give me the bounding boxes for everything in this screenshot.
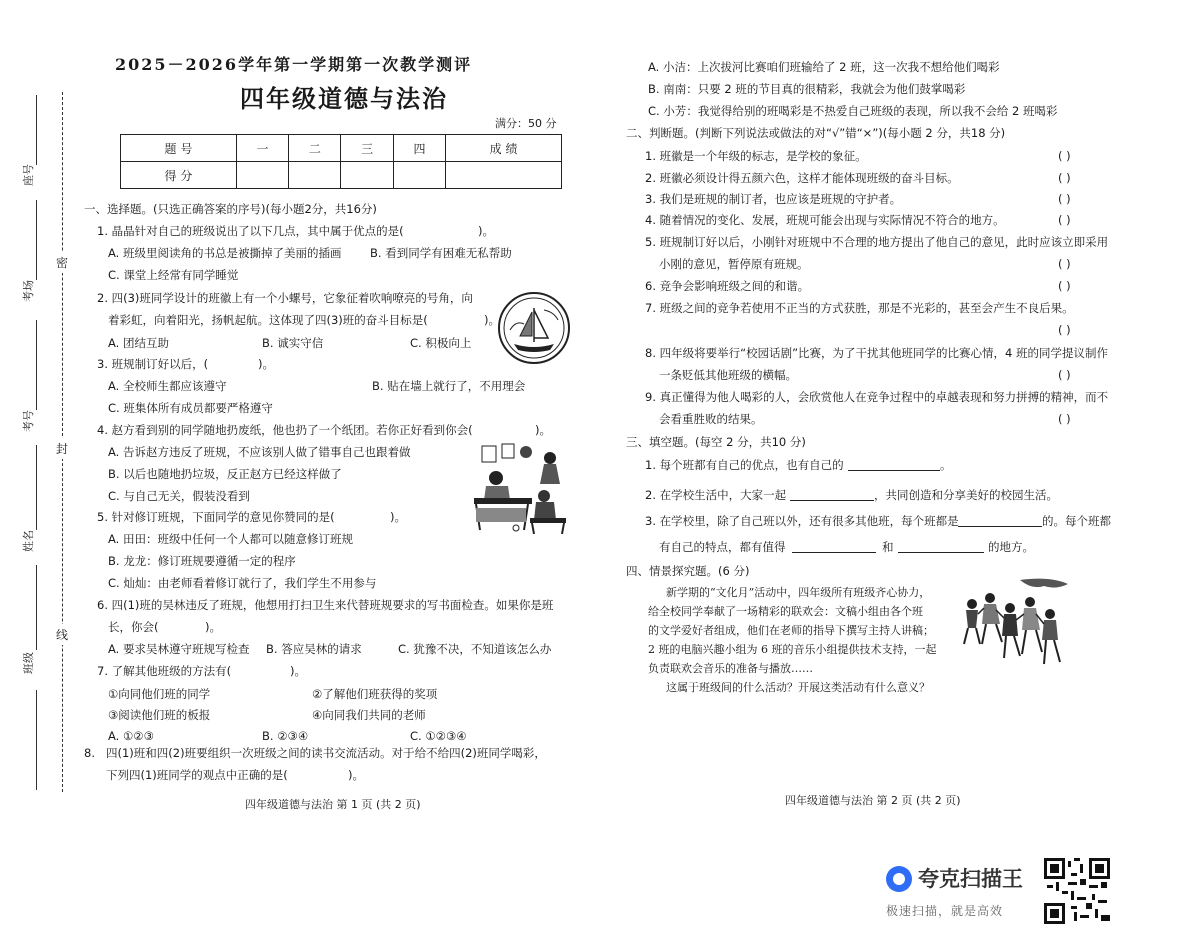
score-table (120, 134, 562, 189)
room-label: 考场 (22, 280, 35, 302)
q7-option-b[interactable]: B. ②③④ (262, 729, 309, 743)
q4-option-b[interactable]: B. 以后也随地扔垃圾，反正赵方已经这样做了 (108, 467, 342, 481)
q6-option-c[interactable]: C. 犹豫不决，不知道该怎么办 (398, 642, 552, 656)
q6-stem-line2: 长，你会( (108, 620, 159, 634)
examno-label: 考号 (22, 410, 35, 432)
score-table-head: 一 (236, 135, 288, 162)
full-score: 满分：50 分 (495, 117, 557, 130)
score-table-head: 三 (341, 135, 393, 162)
qr-code-icon (1044, 858, 1110, 924)
scenario-question: 这属于班级间的什么活动？开展这类活动有什么意义？ (666, 681, 930, 694)
judge-3-answer[interactable]: ( ) (1058, 192, 1071, 206)
judge-9-line1: 9. 真正懂得为他人喝彩的人，会欣赏他人在竞争过程中的卓越表现和努力拼搏的精神，而不 (645, 390, 1109, 404)
fill-2: 2. 在学校生活中，大家一起 (645, 488, 787, 502)
q8-stem-line2: 下列四(1)班同学的观点中正确的是( (106, 768, 288, 782)
q5-option-c[interactable]: C. 灿灿：由老师看着修订就行了，我们学生不用参与 (108, 576, 377, 590)
judge-4-answer[interactable]: ( ) (1058, 213, 1071, 227)
q2-stem-line1: 2. 四(3)班同学设计的班徽上有一个小螺号，它象征着吹响嘹亮的号角，向 (97, 291, 473, 305)
class-badge-image (496, 290, 572, 366)
subject-title: 四年级道德与法治 (240, 85, 448, 113)
q1-paren-end: )。 (478, 224, 494, 238)
q5-option-b[interactable]: B. 龙龙：修订班规要遵循一定的程序 (108, 554, 296, 568)
section4-heading: 四、情景探究题。(6 分) (626, 564, 750, 578)
q4-paren-end: )。 (535, 423, 551, 437)
q5-paren-end: )。 (390, 510, 406, 524)
seat-line (36, 95, 37, 165)
fill-3-blank-1[interactable] (958, 526, 1042, 527)
q7-stem: 7. 了解其他班级的方法有( (97, 664, 232, 678)
page-footer-right: 四年级道德与法治 第 2 页 (共 2 页) (785, 794, 961, 807)
q5-option-a[interactable]: A. 田田：班级中任何一个人都可以随意修订班规 (108, 532, 353, 546)
name-line (36, 445, 37, 530)
q2-option-c[interactable]: C. 积极向上 (410, 336, 472, 350)
seal-char-mi: 密 (56, 252, 68, 273)
q6-option-a[interactable]: A. 要求吴林遵守班规写检查 (108, 642, 250, 656)
scenario-line-4: 2 班的电脑兴趣小组为 6 班的音乐小组提供技术支持，一起 (648, 643, 937, 656)
score-cell[interactable] (341, 162, 393, 189)
q8-number: 8. (84, 746, 95, 760)
class-label: 班级 (22, 652, 35, 674)
q4-option-a[interactable]: A. 告诉赵方违反了班规，不应该别人做了错事自己也跟着做 (108, 445, 411, 459)
room-line (36, 200, 37, 280)
judge-8-answer[interactable]: ( ) (1058, 368, 1071, 382)
q5-stem: 5. 针对修订班规，下面同学的意见你赞同的是( (97, 510, 335, 524)
judge-9-answer[interactable]: ( ) (1058, 412, 1071, 426)
score-cell[interactable] (236, 162, 288, 189)
name-label: 姓名 (22, 530, 35, 552)
q1-option-c[interactable]: C. 课堂上经常有同学睡觉 (108, 268, 239, 282)
judge-5-answer[interactable]: ( ) (1058, 257, 1071, 271)
classroom-litter-image (468, 440, 570, 538)
bottom-line (36, 690, 37, 790)
q8-option-b[interactable]: B. 南南：只要 2 班的节目真的很精彩，我就会为他们鼓掌喝彩 (648, 82, 966, 96)
scanner-logo-icon (886, 866, 912, 892)
judge-9-line2: 会看重胜败的结果。 (659, 412, 763, 426)
scanner-brand: 夸克扫描王 (918, 867, 1023, 891)
fill-3-line2c: 的地方。 (988, 540, 1034, 554)
score-table-head: 二 (289, 135, 341, 162)
scenario-line-1: 新学期的“文化月”活动中，四年级所有班级齐心协力， (666, 586, 931, 599)
judge-7-answer[interactable]: ( ) (1058, 323, 1071, 337)
q6-stem-line1: 6. 四(1)班的吴林违反了班规，他想用打扫卫生来代替班规要求的写书面检查。如果你是班 (97, 598, 554, 612)
q7-option-c[interactable]: C. ①②③④ (410, 729, 467, 743)
fill-3-line2b: 和 (882, 540, 894, 554)
q3-option-c[interactable]: C. 班集体所有成员都要严格遵守 (108, 401, 273, 415)
score-cell[interactable] (393, 162, 445, 189)
q1-option-a[interactable]: A. 班级里阅读角的书总是被撕掉了美丽的插画 (108, 246, 342, 260)
class-line (36, 565, 37, 650)
score-row-label: 得 分 (121, 162, 237, 189)
q7-item-2: ②了解他们班获得的奖项 (312, 687, 438, 701)
judge-5-line2: 小刚的意见，暂停原有班规。 (659, 257, 809, 271)
examno-line (36, 320, 37, 410)
q6-option-b[interactable]: B. 答应吴林的请求 (266, 642, 362, 656)
fill-2-blank[interactable] (790, 500, 874, 501)
section2-heading: 二、判断题。(判断下列说法或做法的对“√”错“×”)(每小题 2 分，共18 分) (626, 126, 1006, 140)
seal-char-feng: 封 (56, 438, 68, 459)
judge-1-answer[interactable]: ( ) (1058, 149, 1071, 163)
seat-label: 座号 (22, 164, 35, 186)
q1-stem: 1. 晶晶针对自己的班级说出了以下几点，其中属于优点的是( (97, 224, 404, 238)
q1-option-b[interactable]: B. 看到同学有困难无私帮助 (370, 246, 512, 260)
scenario-line-2: 给全校同学奉献了一场精彩的联欢会：文稿小组由各个班 (648, 605, 923, 618)
q3-paren-end: )。 (258, 357, 274, 371)
q7-item-3: ③阅读他们班的板报 (108, 708, 211, 722)
scenario-line-3: 的文学爱好者组成，他们在老师的指导下撰写主持人讲稿； (648, 624, 934, 637)
judge-2-answer[interactable]: ( ) (1058, 171, 1071, 185)
seal-char-xian: 线 (56, 624, 68, 645)
q7-paren-end: )。 (290, 664, 306, 678)
q3-stem: 3. 班规制订好以后，( (97, 357, 209, 371)
judge-8-line2: 一条贬低其他班级的横幅。 (659, 368, 797, 382)
score-cell[interactable] (446, 162, 562, 189)
fill-2-end: ，共同创造和分享美好的校园生活。 (874, 488, 1058, 502)
judge-2: 2. 班徽必须设计得五颜六色，这样才能体现班级的奋斗目标。 (645, 171, 959, 185)
q8-option-c[interactable]: C. 小芳：我觉得给别的班喝彩是不热爱自己班级的表现，所以我不会给 2 班喝彩 (648, 104, 1058, 118)
exam-title: 2025－2026学年第一学期第一次教学测评 (115, 55, 473, 74)
page-footer-left: 四年级道德与法治 第 1 页 (共 2 页) (245, 798, 421, 811)
scenario-line-5: 负责联欢会音乐的准备与播放…… (648, 662, 813, 675)
q2-paren-end: )。 (484, 313, 500, 327)
scanner-slogan: 极速扫描，就是高效 (886, 904, 1004, 918)
q4-option-c[interactable]: C. 与自己无关，假装没看到 (108, 489, 250, 503)
judge-3: 3. 我们是班规的制订者，也应该是班规的守护者。 (645, 192, 902, 206)
score-table-head: 成 绩 (446, 135, 562, 162)
q7-item-4: ④向同我们共同的老师 (312, 708, 426, 722)
q2-option-a[interactable]: A. 团结互助 (108, 336, 169, 350)
fill-1-blank[interactable] (848, 470, 940, 471)
judge-8-line1: 8. 四年级将要举行“校园话剧”比赛，为了干扰其他班同学的比赛心情，4 班的同学提议制作 (645, 346, 1109, 360)
score-cell[interactable] (289, 162, 341, 189)
q8-option-a[interactable]: A. 小洁：上次拔河比赛咱们班输给了 2 班，这一次我不想给他们喝彩 (648, 60, 1000, 74)
q7-item-1: ①向同他们班的同学 (108, 687, 211, 701)
q4-stem: 4. 赵方看到别的同学随地扔废纸，他也扔了一个纸团。若你正好看到你会( (97, 423, 473, 437)
students-dancing-image (960, 574, 1072, 670)
fill-3-blank-3[interactable] (898, 552, 984, 553)
section3-heading: 三、填空题。(每空 2 分，共10 分) (626, 435, 806, 449)
section1-heading: 一、选择题。(只选正确答案的序号)(每小题2分，共16分) (84, 202, 377, 216)
judge-6-answer[interactable]: ( ) (1058, 279, 1071, 293)
judge-1: 1. 班徽是一个年级的标志，是学校的象征。 (645, 149, 867, 163)
q8-stem-line1: 四(1)班和四(2)班要组织一次班级之间的读书交流活动。对于给不给四(2)班同学喝彩， (106, 746, 546, 760)
q2-stem-line2: 着彩虹，向着阳光，扬帆起航。这体现了四(3)班的奋斗目标是( (108, 313, 428, 327)
q3-option-b[interactable]: B. 贴在墙上就行了，不用理会 (372, 379, 526, 393)
judge-7-line1: 7. 班级之间的竞争若使用不正当的方式获胜，那是不光彩的，甚至会产生不良后果。 (645, 301, 1074, 315)
judge-6: 6. 竞争会影响班级之间的和谐。 (645, 279, 810, 293)
q3-option-a[interactable]: A. 全校师生都应该遵守 (108, 379, 227, 393)
q2-option-b[interactable]: B. 诚实守信 (262, 336, 324, 350)
fill-3-blank-2[interactable] (792, 552, 876, 553)
judge-5-line1: 5. 班规制订好以后，小刚针对班规中不合理的地方提出了他自己的意见，此时应该立即采用 (645, 235, 1109, 249)
judge-4: 4. 随着情况的变化、发展，班规可能会出现与实际情况不符合的地方。 (645, 213, 1005, 227)
fill-3-line2a: 有自己的特点，都有值得 (659, 540, 786, 554)
q6-paren-end: )。 (205, 620, 221, 634)
q7-option-a[interactable]: A. ①②③ (108, 729, 154, 743)
fill-1-end: 。 (940, 458, 952, 472)
fill-1: 1. 每个班都有自己的优点，也有自己的 (645, 458, 844, 472)
score-table-head: 四 (393, 135, 445, 162)
q8-paren-end: )。 (348, 768, 364, 782)
fill-3-line1: 3. 在学校里，除了自己班以外，还有很多其他班，每个班都是 (645, 514, 959, 528)
fill-3-line1-end: 的。每个班都 (1042, 514, 1111, 528)
score-table-head: 题 号 (121, 135, 237, 162)
